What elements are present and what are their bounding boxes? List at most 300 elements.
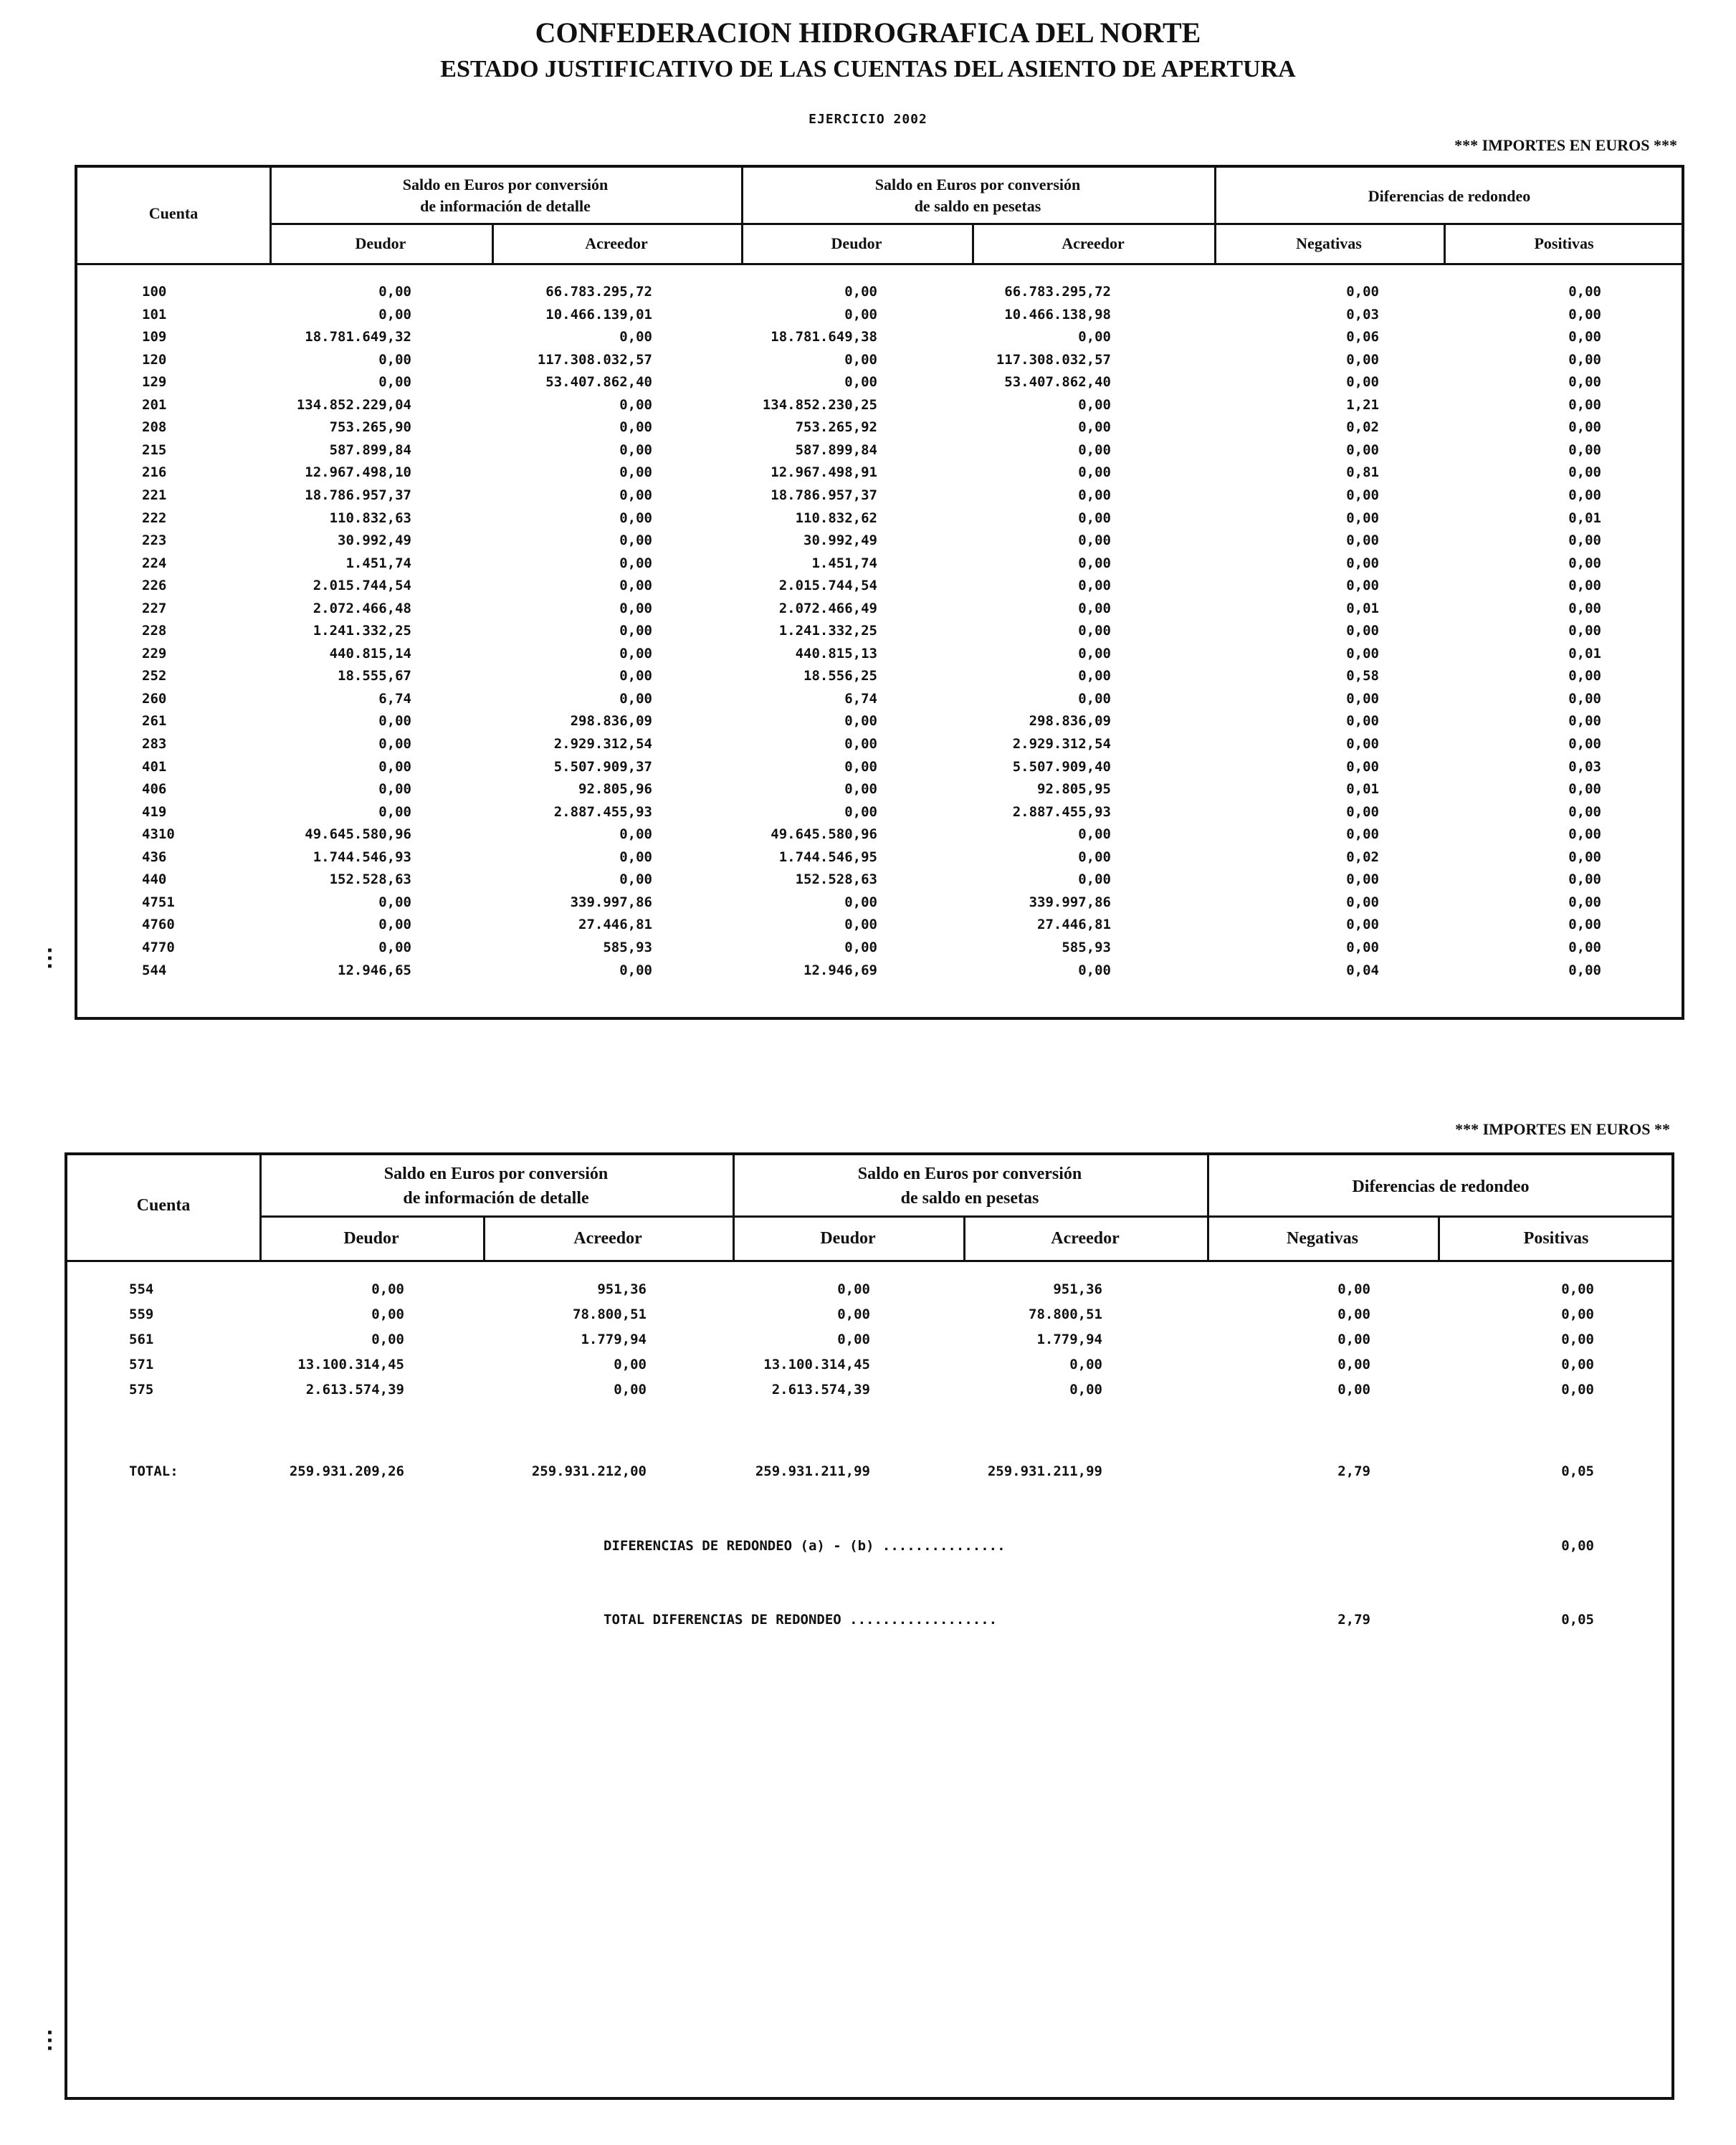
cell-cuenta: 120 bbox=[142, 351, 167, 368]
cell-positivas: 0,00 bbox=[1568, 555, 1601, 571]
cell-deudor-2: 0,00 bbox=[837, 1281, 870, 1297]
cell-negativas: 0,00 bbox=[1346, 917, 1379, 933]
total-deudor-1: 259.931.209,26 bbox=[289, 1463, 404, 1479]
cell-acreedor-1: 298.836,09 bbox=[570, 713, 652, 730]
header-group3: Diferencias de redondeo bbox=[1368, 187, 1531, 205]
cell-acreedor-2: 0,00 bbox=[1078, 329, 1111, 345]
cell-cuenta: 226 bbox=[142, 578, 167, 594]
cell-acreedor-2: 92.805,95 bbox=[1037, 781, 1111, 798]
cell-deudor-1: 440.815,14 bbox=[329, 645, 411, 661]
cell-acreedor-2: 10.466.138,98 bbox=[1004, 306, 1111, 323]
cell-negativas: 0,00 bbox=[1337, 1357, 1370, 1372]
total-negativas: 2,79 bbox=[1337, 1463, 1370, 1479]
cell-positivas: 0,00 bbox=[1568, 306, 1601, 323]
cell-negativas: 0,00 bbox=[1346, 441, 1379, 458]
cell-cuenta: 401 bbox=[142, 758, 167, 775]
table-row bbox=[77, 871, 1682, 893]
cell-deudor-1: 0,00 bbox=[378, 736, 411, 752]
table-row bbox=[77, 894, 1682, 916]
table-row bbox=[77, 917, 1682, 938]
cell-deudor-1: 0,00 bbox=[378, 781, 411, 798]
importes-label-1: *** IMPORTES EN EUROS *** bbox=[1454, 136, 1677, 154]
cell-deudor-1: 753.265,90 bbox=[329, 419, 411, 436]
cell-deudor-2: 2.072.466,49 bbox=[778, 600, 877, 616]
document-subtitle: ESTADO JUSTIFICATIVO DE LAS CUENTAS DEL ASIENTO DE APERTURA bbox=[440, 56, 1296, 82]
cell-acreedor-2: 2.929.312,54 bbox=[1012, 736, 1111, 752]
cell-acreedor-2: 0,00 bbox=[1078, 396, 1111, 413]
cell-deudor-2: 587.899,84 bbox=[795, 441, 877, 458]
table-row bbox=[77, 555, 1682, 577]
cell-acreedor-1: 0,00 bbox=[619, 487, 652, 503]
cell-negativas: 0,00 bbox=[1346, 803, 1379, 820]
cell-acreedor-1: 0,00 bbox=[619, 329, 652, 345]
cell-positivas: 0,00 bbox=[1568, 487, 1601, 503]
totals-row bbox=[67, 1463, 1671, 1485]
table-row bbox=[77, 804, 1682, 826]
header-group1-line1-2: Saldo en Euros por conversión bbox=[383, 1165, 609, 1183]
side-mark-1: ■■■ bbox=[46, 946, 54, 970]
cell-cuenta: 252 bbox=[142, 668, 167, 684]
cell-cuenta: 559 bbox=[129, 1306, 154, 1322]
cell-acreedor-2: 66.783.295,72 bbox=[1004, 284, 1111, 300]
cell-deudor-2: 753.265,92 bbox=[795, 419, 877, 436]
table-row bbox=[77, 962, 1682, 984]
cell-deudor-1: 6,74 bbox=[378, 690, 411, 707]
cell-negativas: 0,00 bbox=[1346, 894, 1379, 910]
cell-acreedor-2: 0,00 bbox=[1069, 1357, 1102, 1372]
cell-cuenta: 227 bbox=[142, 600, 167, 616]
cell-positivas: 0,00 bbox=[1568, 962, 1601, 978]
cell-deudor-2: 0,00 bbox=[844, 713, 877, 730]
cell-deudor-2: 18.781.649,38 bbox=[771, 329, 877, 345]
table-row bbox=[77, 713, 1682, 735]
table-row bbox=[77, 419, 1682, 441]
table-1 bbox=[75, 165, 1684, 1020]
header-acreedor-1: Acreedor bbox=[585, 234, 648, 252]
cell-positivas: 0,00 bbox=[1568, 419, 1601, 436]
cell-positivas: 0,00 bbox=[1568, 803, 1601, 820]
cell-positivas: 0,00 bbox=[1568, 623, 1601, 639]
cell-deudor-2: 0,00 bbox=[837, 1332, 870, 1347]
cell-positivas: 0,00 bbox=[1568, 894, 1601, 910]
cell-deudor-2: 0,00 bbox=[844, 374, 877, 391]
cell-acreedor-1: 66.783.295,72 bbox=[545, 284, 652, 300]
cell-negativas: 0,00 bbox=[1346, 713, 1379, 730]
cell-positivas: 0,00 bbox=[1568, 374, 1601, 391]
cell-cuenta: 229 bbox=[142, 645, 167, 661]
table-row bbox=[77, 532, 1682, 554]
table-row bbox=[77, 781, 1682, 803]
cell-deudor-1: 1.241.332,25 bbox=[313, 623, 411, 639]
cell-deudor-2: 134.852.230,25 bbox=[762, 396, 877, 413]
cell-acreedor-1: 0,00 bbox=[619, 441, 652, 458]
cell-acreedor-2: 5.507.909,40 bbox=[1012, 758, 1111, 775]
cell-positivas: 0,00 bbox=[1568, 668, 1601, 684]
cell-acreedor-1: 2.929.312,54 bbox=[553, 736, 652, 752]
cell-positivas: 0,01 bbox=[1568, 645, 1601, 661]
cell-acreedor-2: 0,00 bbox=[1078, 962, 1111, 978]
table-row bbox=[67, 1281, 1671, 1303]
cell-deudor-2: 0,00 bbox=[844, 939, 877, 955]
cell-deudor-1: 0,00 bbox=[378, 758, 411, 775]
cell-acreedor-2: 0,00 bbox=[1078, 555, 1111, 571]
header-deudor-2-2: Deudor bbox=[820, 1229, 876, 1248]
cell-negativas: 0,00 bbox=[1346, 758, 1379, 775]
table-row bbox=[77, 668, 1682, 689]
cell-acreedor-2: 0,00 bbox=[1078, 600, 1111, 616]
cell-cuenta: 4760 bbox=[142, 917, 175, 933]
cell-acreedor-1: 951,36 bbox=[597, 1281, 647, 1297]
cell-acreedor-2: 53.407.862,40 bbox=[1004, 374, 1111, 391]
table-row bbox=[77, 849, 1682, 871]
table-row bbox=[77, 487, 1682, 509]
cell-acreedor-1: 339.997,86 bbox=[570, 894, 652, 910]
cell-positivas: 0,00 bbox=[1568, 441, 1601, 458]
cell-positivas: 0,00 bbox=[1561, 1357, 1594, 1372]
cell-deudor-2: 0,00 bbox=[844, 306, 877, 323]
cell-acreedor-1: 0,00 bbox=[619, 623, 652, 639]
cell-negativas: 0,81 bbox=[1346, 464, 1379, 481]
cell-cuenta: 4310 bbox=[142, 826, 175, 843]
table-row bbox=[77, 510, 1682, 532]
cell-deudor-2: 0,00 bbox=[844, 351, 877, 368]
cell-positivas: 0,00 bbox=[1568, 713, 1601, 730]
header-cuenta-2: Cuenta bbox=[136, 1196, 191, 1215]
cell-acreedor-2: 0,00 bbox=[1078, 487, 1111, 503]
cell-negativas: 0,00 bbox=[1346, 826, 1379, 843]
cell-deudor-2: 1.451,74 bbox=[811, 555, 877, 571]
cell-negativas: 0,00 bbox=[1346, 623, 1379, 639]
total-positivas: 0,05 bbox=[1561, 1463, 1594, 1479]
cell-acreedor-2: 339.997,86 bbox=[1029, 894, 1111, 910]
total-diferencias-positivas: 0,05 bbox=[1561, 1612, 1594, 1628]
total-deudor-2: 259.931.211,99 bbox=[755, 1463, 870, 1479]
cell-negativas: 0,04 bbox=[1346, 962, 1379, 978]
cell-negativas: 0,02 bbox=[1346, 419, 1379, 436]
total-acreedor-2: 259.931.211,99 bbox=[987, 1463, 1102, 1479]
diferencias-label: DIFERENCIAS DE REDONDEO (a) - (b) ............... bbox=[604, 1538, 1006, 1554]
cell-acreedor-1: 78.800,51 bbox=[573, 1306, 647, 1322]
diferencias-value: 0,00 bbox=[1561, 1538, 1594, 1554]
cell-acreedor-2: 0,00 bbox=[1078, 578, 1111, 594]
cell-deudor-1: 30.992,49 bbox=[338, 532, 411, 549]
cell-acreedor-2: 0,00 bbox=[1078, 668, 1111, 684]
cell-acreedor-1: 0,00 bbox=[619, 464, 652, 481]
table-row bbox=[77, 397, 1682, 419]
table-row bbox=[77, 442, 1682, 464]
table-row bbox=[77, 578, 1682, 599]
cell-positivas: 0,00 bbox=[1568, 690, 1601, 707]
cell-deudor-1: 0,00 bbox=[371, 1306, 404, 1322]
cell-cuenta: 223 bbox=[142, 532, 167, 549]
cell-cuenta: 440 bbox=[142, 871, 167, 888]
cell-deudor-1: 0,00 bbox=[378, 713, 411, 730]
cell-cuenta: 215 bbox=[142, 441, 167, 458]
cell-negativas: 0,00 bbox=[1346, 487, 1379, 503]
cell-cuenta: 224 bbox=[142, 555, 167, 571]
cell-negativas: 0,00 bbox=[1337, 1332, 1370, 1347]
table-row bbox=[77, 826, 1682, 848]
totals-label: TOTAL: bbox=[129, 1463, 178, 1479]
cell-cuenta: 216 bbox=[142, 464, 167, 481]
total-diferencias-negativas: 2,79 bbox=[1337, 1612, 1370, 1628]
cell-cuenta: 436 bbox=[142, 849, 167, 865]
table-row bbox=[67, 1357, 1671, 1378]
cell-cuenta: 129 bbox=[142, 374, 167, 391]
header-negativas-2: Negativas bbox=[1287, 1229, 1358, 1248]
table-row bbox=[77, 284, 1682, 305]
table-row bbox=[67, 1332, 1671, 1353]
cell-positivas: 0,00 bbox=[1568, 284, 1601, 300]
header-group2-line2: de saldo en pesetas bbox=[914, 197, 1041, 215]
cell-deudor-2: 2.613.574,39 bbox=[771, 1382, 870, 1398]
cell-acreedor-2: 0,00 bbox=[1078, 645, 1111, 661]
cell-negativas: 0,00 bbox=[1346, 510, 1379, 526]
cell-acreedor-2: 0,00 bbox=[1078, 532, 1111, 549]
cell-positivas: 0,00 bbox=[1568, 578, 1601, 594]
cell-deudor-1: 2.015.744,54 bbox=[313, 578, 411, 594]
cell-negativas: 0,00 bbox=[1337, 1281, 1370, 1297]
header-group1-line1: Saldo en Euros por conversión bbox=[402, 176, 609, 194]
cell-deudor-1: 0,00 bbox=[378, 306, 411, 323]
cell-negativas: 0,00 bbox=[1346, 578, 1379, 594]
table-row bbox=[77, 940, 1682, 961]
cell-deudor-1: 18.781.649,32 bbox=[305, 329, 411, 345]
cell-negativas: 0,00 bbox=[1337, 1306, 1370, 1322]
cell-positivas: 0,00 bbox=[1568, 781, 1601, 798]
cell-positivas: 0,00 bbox=[1568, 396, 1601, 413]
cell-deudor-1: 0,00 bbox=[378, 939, 411, 955]
cell-positivas: 0,00 bbox=[1561, 1332, 1594, 1347]
cell-deudor-1: 152.528,63 bbox=[329, 871, 411, 888]
cell-acreedor-2: 0,00 bbox=[1078, 441, 1111, 458]
cell-acreedor-1: 0,00 bbox=[614, 1357, 647, 1372]
cell-negativas: 0,00 bbox=[1346, 939, 1379, 955]
cell-acreedor-1: 0,00 bbox=[619, 419, 652, 436]
cell-positivas: 0,00 bbox=[1568, 917, 1601, 933]
cell-deudor-1: 0,00 bbox=[371, 1332, 404, 1347]
document-title: CONFEDERACION HIDROGRAFICA DEL NORTE bbox=[535, 16, 1201, 49]
cell-deudor-1: 2.072.466,48 bbox=[313, 600, 411, 616]
cell-acreedor-1: 585,93 bbox=[603, 939, 652, 955]
cell-acreedor-1: 0,00 bbox=[619, 578, 652, 594]
cell-acreedor-1: 1.779,94 bbox=[581, 1332, 647, 1347]
cell-acreedor-2: 0,00 bbox=[1078, 871, 1111, 888]
cell-acreedor-2: 0,00 bbox=[1078, 690, 1111, 707]
cell-positivas: 0,00 bbox=[1568, 532, 1601, 549]
total-diferencias-row bbox=[67, 1612, 1671, 1633]
table-row bbox=[77, 329, 1682, 350]
cell-deudor-1: 18.786.957,37 bbox=[305, 487, 411, 503]
cell-positivas: 0,00 bbox=[1568, 600, 1601, 616]
cell-positivas: 0,00 bbox=[1568, 826, 1601, 843]
cell-negativas: 0,00 bbox=[1346, 374, 1379, 391]
header-group2-line1: Saldo en Euros por conversión bbox=[874, 176, 1081, 194]
header-group1-line2-2: de información de detalle bbox=[403, 1189, 589, 1208]
table-row bbox=[77, 464, 1682, 486]
cell-deudor-2: 18.786.957,37 bbox=[771, 487, 877, 503]
cell-positivas: 0,00 bbox=[1568, 329, 1601, 345]
table-row bbox=[77, 691, 1682, 712]
cell-deudor-2: 0,00 bbox=[844, 758, 877, 775]
header-group2-line2-2: de saldo en pesetas bbox=[900, 1189, 1039, 1208]
cell-deudor-1: 134.852.229,04 bbox=[296, 396, 411, 413]
table-row bbox=[77, 307, 1682, 328]
header-negativas: Negativas bbox=[1296, 234, 1362, 252]
cell-deudor-2: 0,00 bbox=[844, 803, 877, 820]
table-row bbox=[77, 736, 1682, 758]
cell-deudor-1: 12.946,65 bbox=[338, 962, 411, 978]
cell-acreedor-1: 53.407.862,40 bbox=[545, 374, 652, 391]
table-row bbox=[67, 1306, 1671, 1328]
header-acreedor-2: Acreedor bbox=[1062, 234, 1125, 252]
cell-negativas: 0,06 bbox=[1346, 329, 1379, 345]
cell-acreedor-2: 298.836,09 bbox=[1029, 713, 1111, 730]
cell-acreedor-1: 27.446,81 bbox=[578, 917, 652, 933]
cell-cuenta: 208 bbox=[142, 419, 167, 436]
cell-acreedor-1: 0,00 bbox=[619, 645, 652, 661]
cell-deudor-2: 440.815,13 bbox=[795, 645, 877, 661]
cell-deudor-2: 0,00 bbox=[844, 736, 877, 752]
cell-acreedor-1: 0,00 bbox=[619, 532, 652, 549]
cell-positivas: 0,00 bbox=[1561, 1281, 1594, 1297]
header-deudor-2: Deudor bbox=[831, 234, 882, 252]
cell-acreedor-2: 27.446,81 bbox=[1037, 917, 1111, 933]
cell-cuenta: 221 bbox=[142, 487, 167, 503]
total-acreedor-1: 259.931.212,00 bbox=[531, 1463, 647, 1479]
cell-negativas: 0,00 bbox=[1346, 690, 1379, 707]
cell-positivas: 0,00 bbox=[1568, 464, 1601, 481]
cell-acreedor-2: 585,93 bbox=[1062, 939, 1111, 955]
cell-negativas: 0,01 bbox=[1346, 781, 1379, 798]
cell-acreedor-1: 117.308.032,57 bbox=[537, 351, 652, 368]
cell-deudor-2: 152.528,63 bbox=[795, 871, 877, 888]
cell-acreedor-1: 0,00 bbox=[619, 690, 652, 707]
cell-positivas: 0,00 bbox=[1568, 939, 1601, 955]
table-row bbox=[77, 352, 1682, 373]
cell-deudor-2: 49.645.580,96 bbox=[771, 826, 877, 843]
cell-acreedor-1: 0,00 bbox=[614, 1382, 647, 1398]
header-acreedor-1-2: Acreedor bbox=[573, 1229, 642, 1248]
table-row bbox=[77, 374, 1682, 396]
cell-cuenta: 571 bbox=[129, 1357, 154, 1372]
cell-negativas: 0,01 bbox=[1346, 600, 1379, 616]
cell-acreedor-1: 10.466.139,01 bbox=[545, 306, 652, 323]
header-group2-line1-2: Saldo en Euros por conversión bbox=[857, 1165, 1082, 1183]
cell-positivas: 0,00 bbox=[1561, 1306, 1594, 1322]
header-group3-2: Diferencias de redondeo bbox=[1352, 1177, 1530, 1196]
table-row bbox=[77, 601, 1682, 622]
cell-deudor-2: 1.744.546,95 bbox=[778, 849, 877, 865]
cell-deudor-1: 1.451,74 bbox=[345, 555, 411, 571]
cell-positivas: 0,00 bbox=[1568, 871, 1601, 888]
table-row bbox=[67, 1382, 1671, 1403]
cell-deudor-2: 18.556,25 bbox=[803, 668, 877, 684]
cell-acreedor-2: 78.800,51 bbox=[1029, 1306, 1102, 1322]
cell-deudor-2: 0,00 bbox=[844, 781, 877, 798]
side-mark-2: ■■■ bbox=[46, 2028, 54, 2052]
cell-acreedor-2: 0,00 bbox=[1078, 464, 1111, 481]
cell-cuenta: 419 bbox=[142, 803, 167, 820]
cell-negativas: 0,00 bbox=[1346, 555, 1379, 571]
cell-acreedor-2: 2.887.455,93 bbox=[1012, 803, 1111, 820]
cell-negativas: 0,58 bbox=[1346, 668, 1379, 684]
cell-acreedor-1: 0,00 bbox=[619, 510, 652, 526]
ejercicio-label: EJERCICIO 2002 bbox=[809, 112, 927, 127]
cell-deudor-1: 2.613.574,39 bbox=[305, 1382, 404, 1398]
cell-deudor-2: 12.946,69 bbox=[803, 962, 877, 978]
cell-acreedor-1: 0,00 bbox=[619, 849, 652, 865]
cell-acreedor-2: 1.779,94 bbox=[1036, 1332, 1102, 1347]
cell-positivas: 0,03 bbox=[1568, 758, 1601, 775]
table-row bbox=[77, 646, 1682, 667]
cell-acreedor-1: 0,00 bbox=[619, 871, 652, 888]
cell-acreedor-1: 0,00 bbox=[619, 826, 652, 843]
cell-deudor-2: 2.015.744,54 bbox=[778, 578, 877, 594]
cell-deudor-2: 0,00 bbox=[844, 917, 877, 933]
diferencias-row bbox=[67, 1538, 1671, 1559]
cell-cuenta: 261 bbox=[142, 713, 167, 730]
cell-negativas: 0,00 bbox=[1346, 284, 1379, 300]
cell-acreedor-1: 0,00 bbox=[619, 962, 652, 978]
table-2 bbox=[65, 1152, 1674, 2100]
cell-negativas: 0,00 bbox=[1346, 351, 1379, 368]
header-acreedor-2-2: Acreedor bbox=[1051, 1229, 1120, 1248]
cell-cuenta: 406 bbox=[142, 781, 167, 798]
cell-deudor-2: 110.832,62 bbox=[795, 510, 877, 526]
cell-cuenta: 109 bbox=[142, 329, 167, 345]
header-deudor-1-2: Deudor bbox=[343, 1229, 399, 1248]
cell-acreedor-2: 951,36 bbox=[1053, 1281, 1102, 1297]
header-cuenta: Cuenta bbox=[148, 204, 199, 222]
cell-deudor-1: 110.832,63 bbox=[329, 510, 411, 526]
cell-acreedor-2: 0,00 bbox=[1069, 1382, 1102, 1398]
cell-deudor-1: 0,00 bbox=[378, 917, 411, 933]
cell-deudor-1: 13.100.314,45 bbox=[297, 1357, 404, 1372]
cell-positivas: 0,00 bbox=[1561, 1382, 1594, 1398]
cell-acreedor-1: 0,00 bbox=[619, 600, 652, 616]
cell-acreedor-2: 0,00 bbox=[1078, 826, 1111, 843]
cell-acreedor-2: 117.308.032,57 bbox=[996, 351, 1111, 368]
cell-cuenta: 544 bbox=[142, 962, 167, 978]
cell-deudor-2: 6,74 bbox=[844, 690, 877, 707]
cell-deudor-1: 0,00 bbox=[378, 803, 411, 820]
cell-acreedor-2: 0,00 bbox=[1078, 849, 1111, 865]
cell-negativas: 0,00 bbox=[1337, 1382, 1370, 1398]
cell-deudor-2: 12.967.498,91 bbox=[771, 464, 877, 481]
cell-deudor-1: 0,00 bbox=[378, 284, 411, 300]
cell-deudor-2: 0,00 bbox=[844, 284, 877, 300]
cell-cuenta: 575 bbox=[129, 1382, 154, 1398]
cell-deudor-1: 0,00 bbox=[371, 1281, 404, 1297]
cell-cuenta: 260 bbox=[142, 690, 167, 707]
cell-positivas: 0,00 bbox=[1568, 351, 1601, 368]
cell-negativas: 0,02 bbox=[1346, 849, 1379, 865]
cell-deudor-2: 30.992,49 bbox=[803, 532, 877, 549]
cell-negativas: 0,00 bbox=[1346, 736, 1379, 752]
cell-positivas: 0,00 bbox=[1568, 736, 1601, 752]
cell-acreedor-1: 0,00 bbox=[619, 555, 652, 571]
cell-cuenta: 283 bbox=[142, 736, 167, 752]
cell-acreedor-2: 0,00 bbox=[1078, 623, 1111, 639]
cell-acreedor-1: 2.887.455,93 bbox=[553, 803, 652, 820]
cell-cuenta: 561 bbox=[129, 1332, 154, 1347]
header-positivas-2: Positivas bbox=[1523, 1229, 1589, 1248]
cell-negativas: 0,00 bbox=[1346, 871, 1379, 888]
cell-deudor-1: 0,00 bbox=[378, 894, 411, 910]
cell-acreedor-1: 92.805,96 bbox=[578, 781, 652, 798]
cell-cuenta: 554 bbox=[129, 1281, 154, 1297]
